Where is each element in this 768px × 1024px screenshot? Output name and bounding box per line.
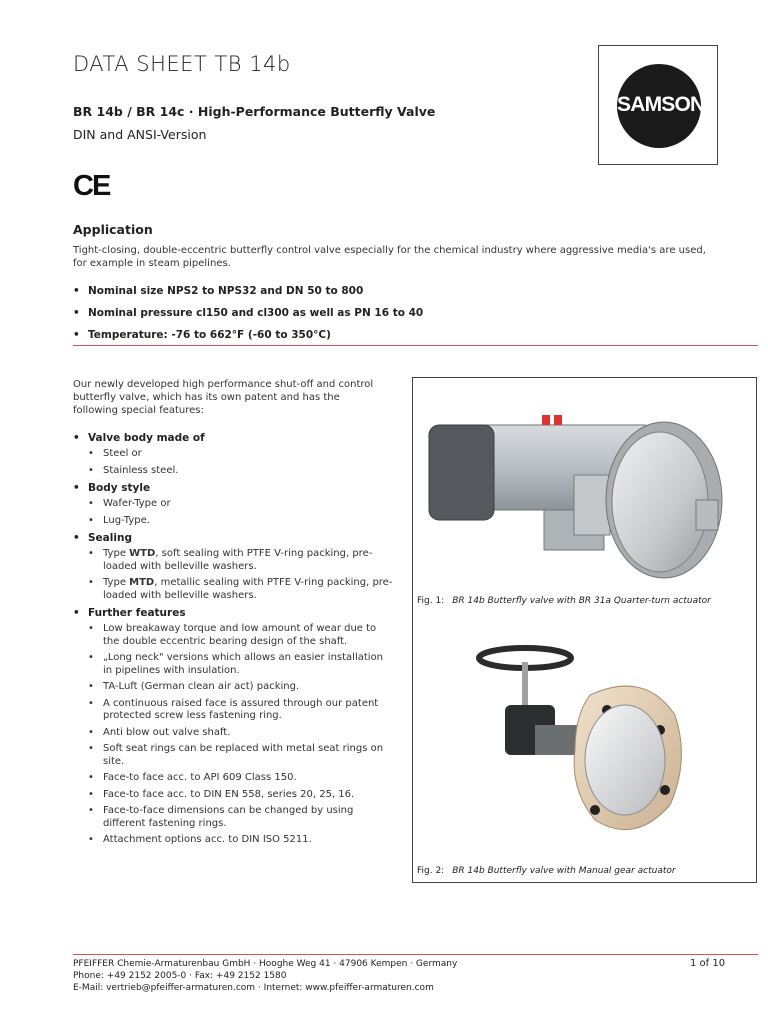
product-subtitle: BR 14b / BR 14c · High-Performance Butterfly Valve: [73, 104, 436, 119]
feature-group-further: [73, 606, 393, 847]
feature-item: • Lug-Type.: [88, 515, 393, 528]
figure-2-caption-text: BR 14b Butterfly valve with Manual gear actuator: [452, 866, 676, 876]
footer-divider: [73, 954, 758, 955]
footer: [73, 958, 673, 994]
feature-item: • Anti blow out valve shaft.: [88, 727, 393, 740]
feature-item-prefix: Type: [103, 548, 130, 559]
key-spec-nominal-pressure: • Nominal pressure cl150 and cl300 as well as PN 16 to 40: [73, 306, 713, 328]
feature-item: • TA-Luft (German clean air act) packing.: [88, 681, 393, 694]
feature-item: • Stainless steel.: [88, 465, 393, 478]
application-heading: Application: [73, 222, 153, 237]
logo-text: SAMSON: [617, 93, 705, 116]
logo-circle: [617, 64, 705, 148]
figure-2-label: Fig. 2:: [417, 866, 445, 876]
feature-heading: • Sealing: [73, 531, 393, 545]
feature-heading: • Body style: [73, 481, 393, 495]
ce-mark-icon: CE: [73, 170, 110, 202]
feature-heading: • Valve body made of: [73, 431, 393, 445]
figure-2-caption: [417, 866, 676, 876]
footer-phone-fax: Phone: +49 2152 2005-0 · Fax: +49 2152 1580: [73, 971, 287, 981]
seal-type-code: MTD: [129, 577, 155, 588]
feature-item: • „Long neck" versions which allows an easier installation in pipelines with insulation.: [88, 652, 393, 677]
feature-item: • Attachment options acc. to DIN ISO 5211.: [88, 834, 393, 847]
butterfly-valve-manual-gear-image: [475, 640, 695, 850]
figure-1-caption-text: BR 14b Butterfly valve with BR 31a Quarter-turn actuator: [452, 596, 711, 606]
figure-1-caption: [417, 596, 711, 606]
page-number: 1 of 10: [690, 958, 726, 969]
application-text: Tight-closing, double-eccentric butterfly control valve especially for the chemical industry where aggressive media's are used, for example in steam pipelines.: [73, 245, 706, 269]
butterfly-valve-actuator-image: [424, 405, 724, 585]
key-spec-nominal-size: • Nominal size NPS2 to NPS32 and DN 50 to 800: [73, 284, 713, 306]
key-specs-list: [73, 284, 713, 350]
section-divider: [73, 345, 758, 346]
feature-item-prefix: Type: [103, 577, 130, 588]
document-title: DATA SHEET TB 14b: [73, 52, 291, 76]
seal-type-code: WTD: [129, 548, 156, 559]
version-line: DIN and ANSI-Version: [73, 127, 207, 142]
feature-heading: • Further features: [73, 606, 393, 620]
intro-paragraph: Our newly developed high performance shut-off and control butterfly valve, which has its own patent and has the following special features:: [73, 379, 374, 416]
key-spec-temperature: • Temperature: -76 to 662°F (-60 to 350°C): [73, 328, 713, 350]
features-list: [73, 431, 393, 851]
feature-item-mtd: [88, 577, 393, 602]
feature-group-body-style: [73, 481, 393, 527]
feature-item-text: , metallic sealing with PTFE V-ring packing, pre-loaded with belleville washers.: [103, 577, 393, 601]
footer-email-web: E-Mail: vertrieb@pfeiffer-armaturen.com · Internet: www.pfeiffer-armaturen.com: [73, 983, 434, 993]
feature-item-wtd: [88, 548, 393, 573]
feature-item: • Face-to-face dimensions can be changed by using different fastening rings.: [88, 805, 393, 830]
samson-logo: [598, 45, 718, 165]
figure-1-label: Fig. 1:: [417, 596, 445, 606]
feature-item: • Wafer-Type or: [88, 498, 393, 511]
feature-item: • A continuous raised face is assured through our patent protected screw less fastening ring.: [88, 698, 393, 723]
feature-item: • Soft seat rings can be replaced with metal seat rings on site.: [88, 743, 393, 768]
feature-item: • Face-to face acc. to DIN EN 558, series 20, 25, 16.: [88, 789, 393, 802]
footer-address: PFEIFFER Chemie-Armaturenbau GmbH · Hooghe Weg 41 · 47906 Kempen · Germany: [73, 959, 458, 969]
feature-item: • Low breakaway torque and low amount of wear due to the double eccentric bearing design of the shaft.: [88, 623, 393, 648]
feature-group-body-material: [73, 431, 393, 477]
feature-group-sealing: [73, 531, 393, 602]
feature-item-text: , soft sealing with PTFE V-ring packing, pre-loaded with belleville washers.: [103, 548, 373, 572]
feature-item: • Steel or: [88, 448, 393, 461]
feature-item: • Face-to face acc. to API 609 Class 150.: [88, 772, 393, 785]
